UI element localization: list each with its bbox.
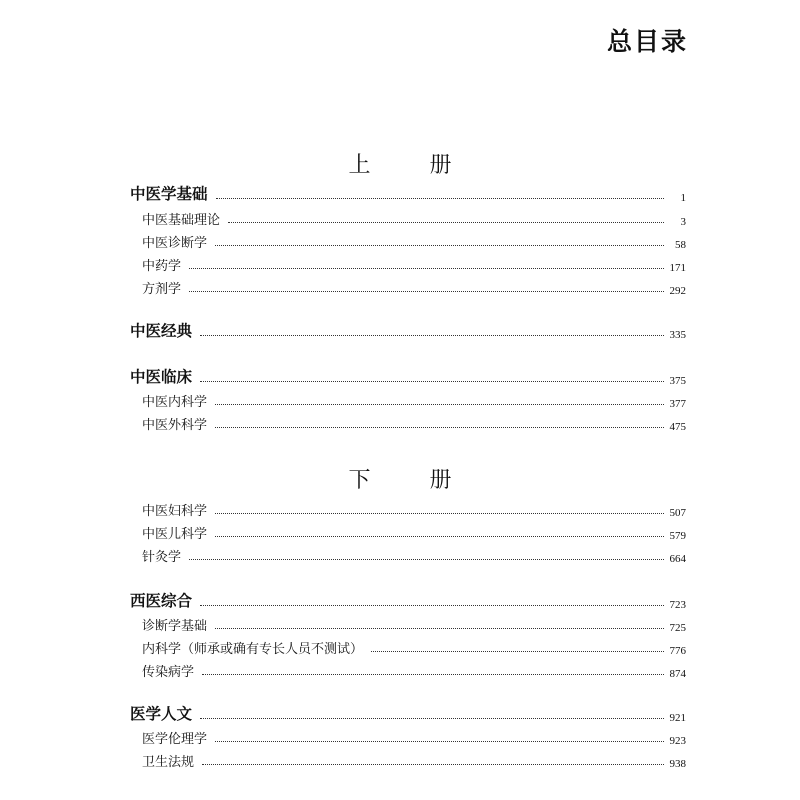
leader-dots (215, 426, 663, 428)
leader-dots (189, 290, 663, 292)
leader-dots (371, 650, 663, 652)
toc-entry-label: 中医内科学 (142, 395, 208, 410)
toc-entry[interactable] (142, 229, 686, 251)
toc-entry-page: 938 (669, 758, 686, 770)
toc-entry-label: 医学人文 (130, 704, 193, 723)
page-title: 总目录 (606, 27, 688, 56)
leader-dots (200, 717, 663, 719)
toc-entry-label: 中医外科学 (142, 418, 208, 433)
toc-entry-label: 诊断学基础 (142, 619, 208, 634)
toc-entry-page: 1 (680, 192, 686, 204)
toc-entry[interactable] (142, 411, 686, 433)
toc-entry-page: 377 (669, 398, 686, 410)
toc-entry-page: 171 (669, 262, 686, 274)
leader-dots (189, 558, 663, 560)
toc-entry[interactable] (142, 725, 686, 747)
toc-entry-label: 传染病学 (142, 665, 195, 680)
toc-entry-page: 664 (669, 553, 686, 565)
leader-dots (215, 403, 663, 405)
toc-entry-page: 3 (680, 216, 686, 228)
leader-dots (200, 604, 663, 606)
toc-entry-label: 中医临床 (130, 367, 193, 386)
toc-entry[interactable] (142, 520, 686, 542)
toc-entry-page: 874 (669, 668, 686, 680)
toc-entry[interactable] (130, 319, 686, 341)
toc-entry[interactable] (130, 702, 686, 724)
toc-entry-page: 475 (669, 421, 686, 433)
leader-dots (189, 267, 663, 269)
volume-title-lower: 下 册 (348, 468, 478, 493)
toc-entry-label: 中医诊断学 (142, 236, 208, 251)
toc-entry[interactable] (142, 612, 686, 634)
leader-dots (215, 535, 663, 537)
toc-entry-label: 中医儿科学 (142, 527, 208, 542)
toc-entry[interactable] (142, 658, 686, 680)
leader-dots (202, 763, 663, 765)
toc-entry[interactable] (130, 182, 686, 204)
toc-entry[interactable] (130, 589, 686, 611)
toc-entry-label: 内科学（师承或确有专长人员不测试） (142, 642, 364, 657)
toc-entry-page: 58 (675, 239, 686, 251)
leader-dots (202, 673, 663, 675)
toc-entry-label: 医学伦理学 (142, 732, 208, 747)
toc-entry-label: 卫生法规 (142, 755, 195, 770)
toc-entry-label: 中药学 (142, 259, 182, 274)
toc-entry-page: 375 (669, 375, 686, 387)
toc-entry[interactable] (142, 748, 686, 770)
toc-entry[interactable] (142, 543, 686, 565)
toc-entry-page: 776 (669, 645, 686, 657)
leader-dots (215, 627, 663, 629)
leader-dots (200, 334, 663, 336)
toc-entry-label: 中医经典 (130, 321, 193, 340)
toc-entry[interactable] (142, 497, 686, 519)
toc-entry-page: 723 (669, 599, 686, 611)
toc-entry[interactable] (142, 388, 686, 410)
leader-dots (216, 197, 664, 199)
toc-entry[interactable] (130, 365, 686, 387)
toc-entry-label: 方剂学 (142, 282, 182, 297)
toc-entry[interactable] (142, 206, 686, 228)
toc-entry-page: 579 (669, 530, 686, 542)
toc-entry-label: 针灸学 (142, 550, 182, 565)
leader-dots (215, 244, 664, 246)
toc-entry-label: 西医综合 (130, 591, 193, 610)
leader-dots (228, 221, 664, 223)
toc-entry-label: 中医妇科学 (142, 504, 208, 519)
leader-dots (215, 512, 663, 514)
toc-entry-label: 中医基础理论 (142, 213, 221, 228)
toc-entry[interactable] (142, 635, 686, 657)
toc-entry-page: 923 (669, 735, 686, 747)
toc-entry-label: 中医学基础 (130, 184, 208, 203)
toc-entry-page: 507 (669, 507, 686, 519)
toc-entry-page: 292 (669, 285, 686, 297)
toc-entry-page: 335 (669, 329, 686, 341)
volume-title-upper: 上 册 (348, 153, 478, 178)
toc-entry[interactable] (142, 252, 686, 274)
toc-entry[interactable] (142, 275, 686, 297)
toc-entry-page: 921 (669, 712, 686, 724)
leader-dots (200, 380, 663, 382)
leader-dots (215, 740, 663, 742)
toc-entry-page: 725 (669, 622, 686, 634)
